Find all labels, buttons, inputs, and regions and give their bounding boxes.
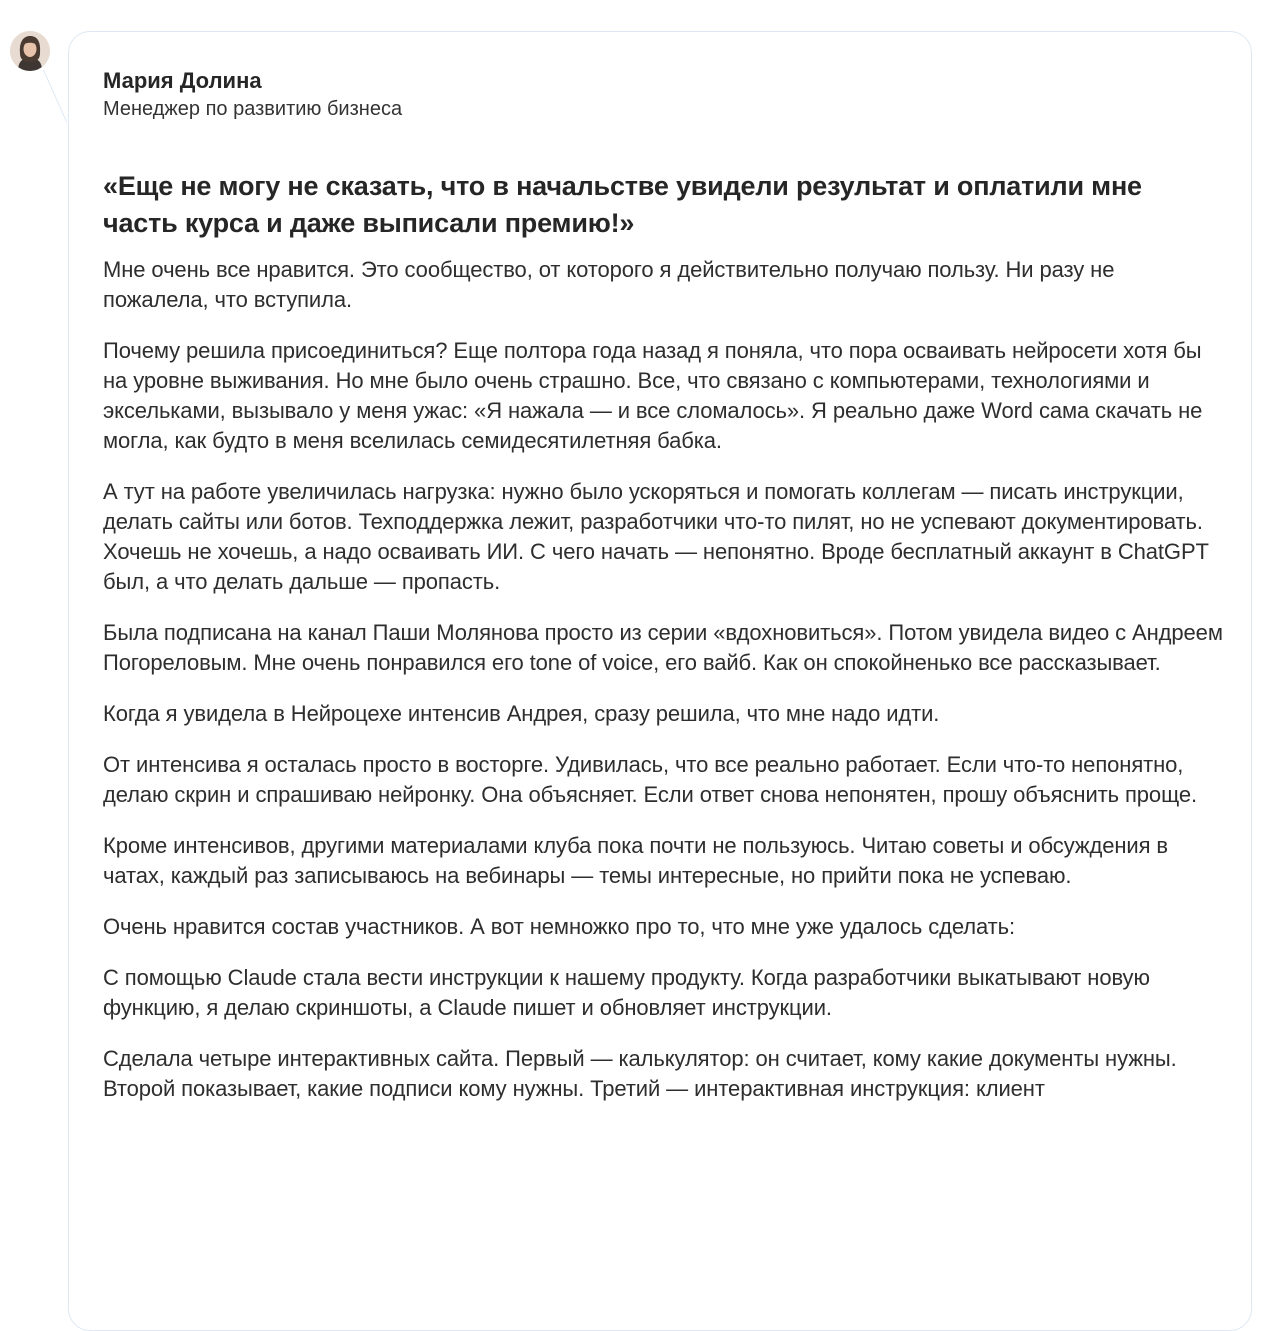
review-paragraph: Мне очень все нравится. Это сообщество, от которого я действительно получаю пользу. Ни разу не пожалела, что вступила. [103, 257, 1115, 312]
review-paragraph: Кроме интенсивов, другими материалами клуба пока почти не пользуюсь. Читаю советы и обсуждения в чатах, каждый раз записываюсь на вебинары — темы интересные, но прийти пока не успеваю. [103, 833, 1168, 888]
review-paragraph: Очень нравится состав участников. А вот немножко про то, что мне уже удалось сделать: [103, 914, 1015, 939]
review-content [103, 66, 1223, 1104]
bubble-tail [44, 70, 68, 124]
review-paragraph: С помощью Claude стала вести инструкции к нашему продукту. Когда разработчики выкатывают новую функцию, я делаю скриншоты, а Claude пишет и обновляет инструкции. [103, 965, 1150, 1020]
author-name: Мария Долина [103, 68, 262, 93]
review-paragraph: А тут на работе увеличилась нагрузка: нужно было ускоряться и помогать коллегам — писать инструкции, делать сайты или ботов. Техподдержка лежит, разработчики что-то пилят, но не успевают документировать. Хочешь не хочешь, а надо осваивать ИИ. С чего начать — непонятно. Вроде бесплатный аккаунт в ChatGPT был, а что делать дальше — пропасть. [103, 479, 1209, 594]
avatar [10, 31, 50, 71]
review-paragraph: Сделала четыре интерактивных сайта. Первый — калькулятор: он считает, кому какие документы нужны. Второй показывает, какие подписи кому нужны. Третий — интерактивная инструкция: клиент [103, 1046, 1177, 1101]
author-role: Менеджер по развитию бизнеса [103, 98, 403, 120]
person-photo-avatar-icon [10, 31, 50, 71]
review-paragraph: От интенсива я осталась просто в восторге. Удивилась, что все реально работает. Если что-то непонятно, делаю скрин и спрашиваю нейронку. Она объясняет. Если ответ снова непонятен, прошу объяснить проще. [103, 752, 1197, 807]
review-paragraph: Почему решила присоединиться? Еще полтора года назад я поняла, что пора осваивать нейросети хотя бы на уровне выживания. Но мне было очень страшно. Все, что связано с компьютерами, технологиями и эксельками, вызывало у меня ужас: «Я нажала — и все сломалось». Я реально даже Word сама скачать не могла, как будто в меня вселилась семидесятилетняя бабка. [103, 338, 1203, 453]
review-quote: «Еще не могу не сказать, что в начальстве увидели результат и оплатили мне часть курса и даже выписали премию!» [103, 171, 1142, 238]
review-paragraph: Когда я увидела в Нейроцехе интенсив Андрея, сразу решила, что мне надо идти. [103, 701, 940, 726]
review-paragraph: Была подписана на канал Паши Молянова просто из серии «вдохновиться». Потом увидела видео с Андреем Погореловым. Мне очень понравился его tone of voice, его вайб. Как он спокойненько все рассказывает. [103, 620, 1223, 675]
